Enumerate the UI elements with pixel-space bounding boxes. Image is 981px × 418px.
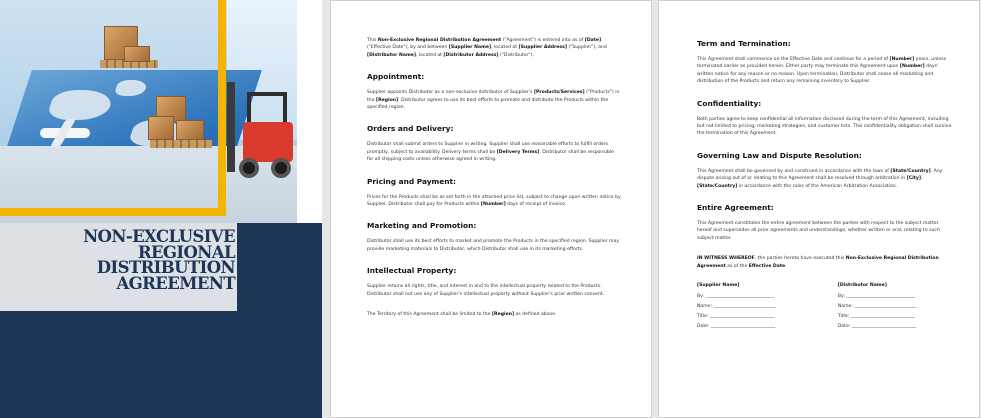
yellow-frame-accent: [0, 0, 226, 216]
signature-by-line: By: ______________________________: [697, 294, 775, 300]
cover-title-line: AGREEMENT: [116, 273, 235, 293]
confidentiality-paragraph: Both parties agree to keep confidential all information disclosed during the term of this Agreement, including but not limited to pricing, marketing strategies, and customer lists. This confidentiality obligation shall survive the termination of this Agreement.: [697, 116, 952, 137]
cover-title-line: NON-EXCLUSIVE: [83, 227, 235, 246]
witness-paragraph: IN WITNESS WHEREOF, the parties hereto have executed this Non-Exclusive Regional Distribution Agreement as of the Effective Date.: [697, 256, 939, 269]
section-heading-term: Term and Termination:: [697, 39, 791, 48]
cover-title-line: REGIONAL: [137, 242, 235, 262]
governing-law-paragraph: This Agreement shall be governed by and construed in accordance with the laws of [State/Country]. Any dispute arising out of or relating to this Agreement shall be resolved through arbitration in [City], [State/Country] in accordance with the rules of the American Arbitration Association.: [697, 168, 943, 189]
section-heading-entire-agreement: Entire Agreement:: [697, 203, 774, 213]
navy-footer-block: [0, 311, 322, 418]
term-paragraph: This Agreement shall commence on the Effective Date and continue for a period of [Number] years, unless terminated earlier as provided herein. Either party may terminate this Agreement upon [Number] days' written notice for any reason or no reason. Upon termination, Distributor shall cease all marketing and distribution of the Products and return any remaining inventory to Supplier.: [697, 57, 947, 85]
cover-title-line: DISTRIBUTION: [96, 258, 235, 277]
page-content: [697, 39, 953, 334]
section-heading-marketing: Marketing and Promotion:: [367, 221, 477, 231]
section-heading-orders: Orders and Delivery:: [367, 124, 454, 134]
section-heading-appointment: Appointment:: [367, 72, 425, 82]
navy-accent-block: [237, 223, 322, 311]
signature-block: [697, 283, 953, 334]
signature-name-line: Name: ___________________________: [697, 304, 776, 310]
orders-paragraph: Distributor shall submit orders to Supplier in writing. Supplier shall use reasonable efforts to fulfill orders promptly, subject to availability. Delivery terms shall be [Delivery Terms]. Distributor shall be responsible for all shipping costs unless otherwise agreed in writing.: [367, 142, 614, 163]
signature-by-line: By: ______________________________: [837, 294, 916, 300]
signature-date-line: Date: ____________________________: [837, 324, 917, 330]
signature-name-line: Name: ___________________________: [837, 304, 917, 310]
agreement-page-2: [658, 0, 980, 418]
agreement-page-1: [330, 0, 652, 418]
ip-paragraph: Supplier retains all rights, title, and interest in and to the intellectual property related to the Products. Distributor shall not use any of Supplier's intellectual property without Supplier's prior written consent.: [367, 284, 604, 297]
signature-title-line: Title: ____________________________: [837, 314, 915, 320]
cover-page: [0, 0, 322, 418]
supplier-signature: [697, 283, 812, 334]
pricing-paragraph: Prices for the Products shall be as set forth in the attached price list, subject to change upon written notice by Supplier. Distributor shall pay for Products within [Number] days of receipt of invoice.: [367, 194, 621, 208]
page-content: [367, 37, 621, 332]
entire-agreement-paragraph: This Agreement constitutes the entire agreement between the parties with respect to the subject matter hereof and supersedes all prior agreements and understandings, whether written or oral, relating to such subject matter.: [697, 221, 940, 241]
territory-paragraph: The Territory of this Agreement shall be limited to the [Region] as defined above.: [367, 312, 557, 318]
signature-date-line: Date: ____________________________: [697, 324, 776, 330]
marketing-paragraph: Distributor shall use its best efforts to market and promote the Products in the specified region. Supplier may provide marketing materials to Distributor, which Distributor shall use in its marketing efforts.: [367, 239, 620, 252]
forklift-graphic: [225, 82, 295, 182]
supplier-name-label: [Supplier Name]: [697, 283, 740, 289]
distributor-signature: [838, 283, 953, 334]
signature-title-line: Title: ____________________________: [697, 314, 775, 320]
intro-paragraph: This Non-Exclusive Regional Distribution Agreement ("Agreement") is entered into as of [Date] ("Effective Date"), by and between [Supplier Name], located at [Supplier Address] ("Supplier"), and [Distributor Name], located at [Distributor Address] ("Distributor").: [367, 38, 607, 58]
section-heading-pricing: Pricing and Payment:: [367, 176, 457, 186]
cover-title: [44, 229, 235, 291]
distributor-name-label: [Distributor Name]: [837, 283, 887, 289]
section-heading-ip: Intellectual Property:: [367, 266, 457, 276]
appointment-paragraph: Supplier appoints Distributor as a non-exclusive distributor of Supplier's [Products/Services] ("Products") in the [Region]. Distributor agrees to use its best efforts to promote and distribute the Products within the specified region.: [367, 90, 620, 111]
section-heading-governing-law: Governing Law and Dispute Resolution:: [697, 150, 862, 160]
section-heading-confidentiality: Confidentiality:: [697, 98, 762, 108]
